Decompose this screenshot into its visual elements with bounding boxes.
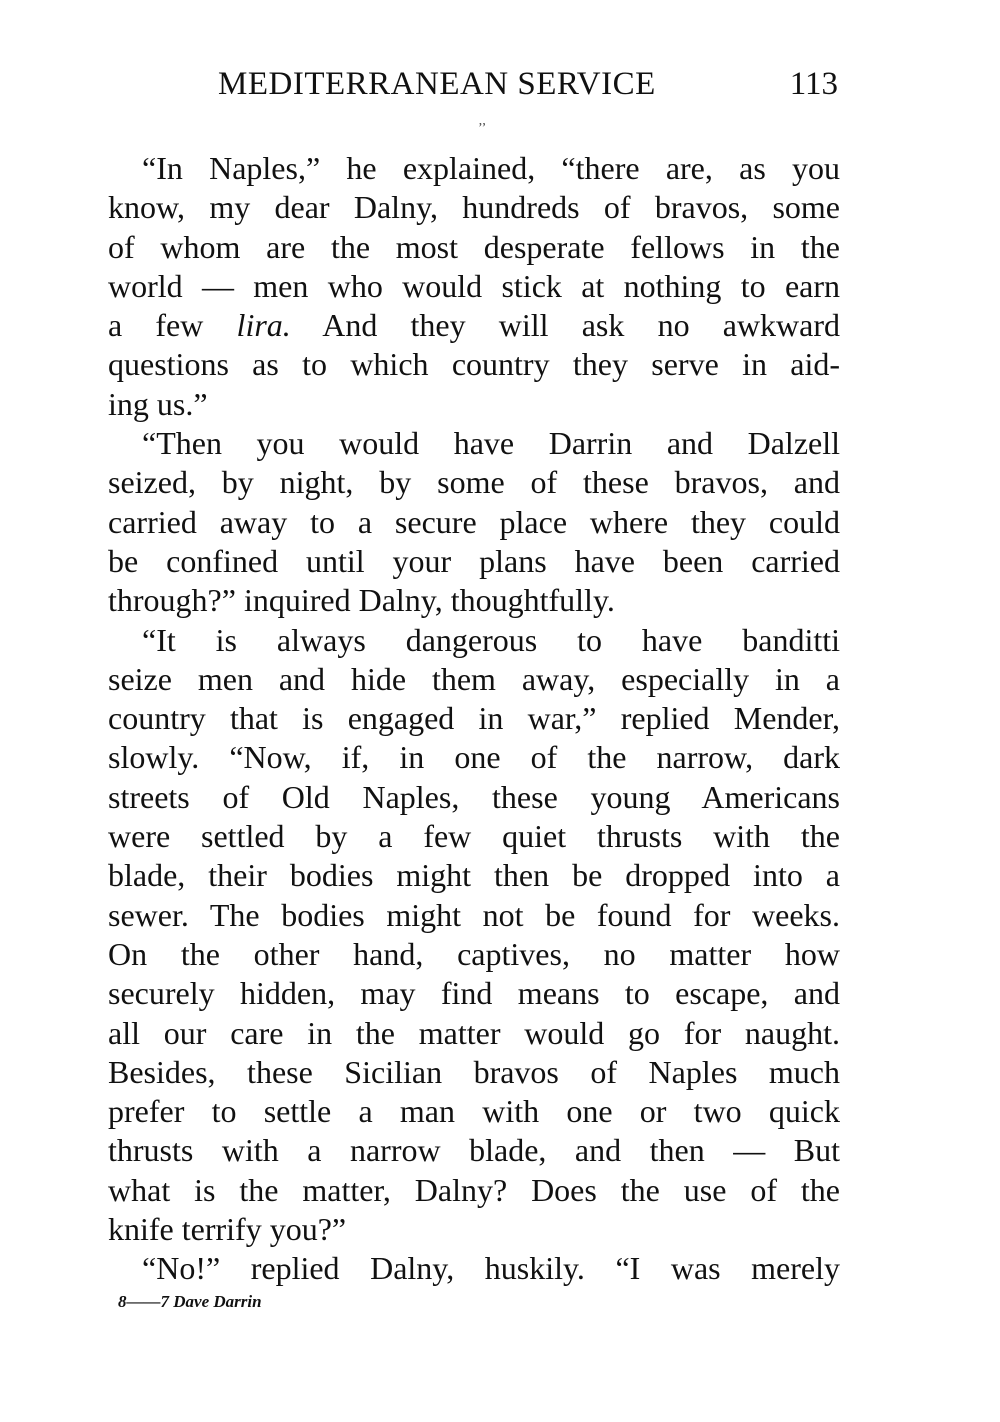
running-head bbox=[108, 66, 838, 116]
text-line: questions as to which country they serve in aid- bbox=[108, 346, 840, 383]
text-line: world — men who would stick at nothing to earn bbox=[108, 267, 840, 304]
text-line: ing us.” bbox=[108, 385, 208, 422]
page-number: 113 bbox=[789, 66, 838, 102]
text-line: know, my dear Dalny, hundreds of bravos, some bbox=[108, 189, 840, 226]
text-line: “Then you would have Darrin and Dalzell bbox=[142, 425, 840, 462]
text-line: “In Naples,” he explained, “there are, as you bbox=[142, 150, 840, 186]
text-line-with-italic bbox=[108, 306, 840, 345]
text-line: through?” inquired Dalny, thoughtfully. bbox=[108, 582, 615, 619]
text-line: country that is engaged in war,” replied Mender, bbox=[108, 700, 840, 737]
signature-mark: 8——7 Dave Darrin bbox=[118, 1292, 262, 1311]
text-line: Besides, these Sicilian bravos of Naples much bbox=[108, 1053, 840, 1090]
text-line: what is the matter, Dalny? Does the use of the bbox=[108, 1171, 840, 1208]
text-segment: And they will ask no awkward bbox=[322, 307, 841, 344]
text-line: streets of Old Naples, these young Americans bbox=[108, 778, 840, 815]
text-line: sewer. The bodies might not be found for weeks. bbox=[108, 896, 840, 933]
text-line: were settled by a few quiet thrusts with the bbox=[108, 818, 840, 855]
text-line: On the other hand, captives, no matter how bbox=[108, 935, 840, 972]
text-line: slowly. “Now, if, in one of the narrow, dark bbox=[108, 739, 840, 776]
text-line: blade, their bodies might then be dropped into a bbox=[108, 857, 840, 894]
text-line: securely hidden, may find means to escape, and bbox=[108, 975, 840, 1012]
text-line: thrusts with a narrow blade, and then — But bbox=[108, 1132, 840, 1169]
text-line: “No!” replied Dalny, huskily. “I was merely bbox=[142, 1250, 840, 1287]
text-line: “It is always dangerous to have banditti bbox=[142, 621, 840, 658]
text-line: seized, by night, by some of these bravos, and bbox=[108, 464, 840, 501]
italic-word: lira. bbox=[236, 307, 291, 344]
text-segment: a few bbox=[108, 307, 204, 344]
body-text bbox=[108, 149, 840, 1289]
text-line: prefer to settle a man with one or two quick bbox=[108, 1093, 840, 1130]
text-line: knife terrify you?” bbox=[108, 1211, 347, 1248]
text-line: of whom are the most desperate fellows in the bbox=[108, 228, 840, 265]
text-line: be confined until your plans have been carried bbox=[108, 542, 840, 579]
print-speck: ’’ bbox=[478, 121, 487, 136]
text-line: seize men and hide them away, especially in a bbox=[108, 660, 840, 697]
running-title: MEDITERRANEAN SERVICE bbox=[218, 66, 656, 102]
text-line: carried away to a secure place where they could bbox=[108, 503, 840, 540]
text-line: all our care in the matter would go for naught. bbox=[108, 1014, 840, 1051]
